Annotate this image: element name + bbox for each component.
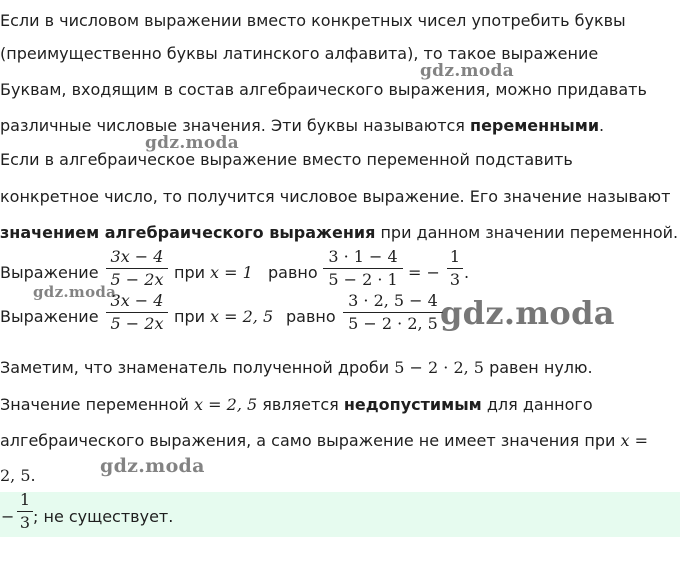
text-fragment: различные числовые значения. Эти буквы называются (0, 116, 471, 135)
answer-minus: − (1, 507, 15, 526)
fraction-bar (17, 511, 33, 512)
text-fragment: равен нулю. (483, 358, 593, 377)
inline-math: x = (620, 431, 648, 450)
text-line-3: Буквам, входящим в состав алгебраического выражения, можно придавать (0, 80, 647, 99)
fraction-denominator: 5 − 2 · 1 (328, 270, 398, 289)
text-line-6: конкретное число, то получится числовое выражение. Его значение называют (0, 187, 671, 206)
fraction-denominator: 3 (449, 270, 461, 289)
text-fragment: Заметим, что знаменатель полученной дроби (0, 358, 395, 377)
example-1-equals-word: равно (268, 263, 318, 282)
term-expression-value: значением алгебраического выражения (0, 223, 376, 242)
example-1-period: . (464, 263, 470, 282)
example-2-equals-word: равно (286, 307, 336, 326)
watermark: gdz.moda (440, 294, 615, 332)
fraction-example-1 (323, 247, 403, 290)
fraction-numerator: 3x − 4 (110, 291, 164, 310)
text-line-10 (0, 358, 593, 378)
watermark: gdz.moda (145, 133, 239, 153)
fraction-example-2 (343, 291, 443, 334)
text-line-12 (0, 431, 648, 451)
text-fragment: при данном значении переменной. (375, 223, 679, 242)
example-1-condition: x = 1 (210, 263, 253, 282)
text-line-4 (0, 116, 604, 136)
watermark: gdz.moda (420, 61, 514, 81)
fraction-bar (323, 268, 403, 269)
text-line-7 (0, 223, 678, 243)
text-fragment: алгебраического выражения, а само выражение не имеет значения при (0, 431, 621, 450)
fraction-bar (447, 268, 463, 269)
term-variables: переменными (470, 116, 600, 135)
term-inadmissible: недопустимым (343, 395, 482, 414)
fraction-denominator: 5 − 2 · 2, 5 (348, 314, 438, 333)
fraction-example-1-result (447, 247, 463, 290)
example-2-at: при (174, 307, 206, 326)
fraction-numerator: 3 · 1 − 4 (328, 247, 398, 266)
fraction-numerator: 1 (19, 490, 31, 509)
example-1-word: Выражение (0, 263, 99, 282)
fraction-numerator: 3x − 4 (110, 247, 164, 266)
inline-math: 5 − 2 · 2, 5 (394, 358, 484, 377)
fraction-denominator: 3 (19, 513, 31, 532)
text-fragment: . (599, 116, 605, 135)
example-2-condition: x = 2, 5 (210, 307, 274, 326)
fraction-denominator: 5 − 2x (110, 270, 164, 289)
answer-text: ; не существует. (33, 507, 174, 526)
fraction-numerator: 1 (449, 247, 461, 266)
example-1-result-sign: = − (408, 263, 440, 282)
text-line-2: (преимущественно буквы латинского алфавита), то такое выражение (0, 44, 599, 63)
text-fragment: Значение переменной (0, 395, 195, 414)
watermark: gdz.moda (100, 455, 205, 477)
fraction-bar (343, 312, 443, 313)
fraction-bar (106, 312, 168, 313)
fraction-answer (17, 490, 33, 533)
fraction-expression (106, 291, 168, 334)
text-line-13: 2, 5. (0, 466, 36, 485)
text-line-1: Если в числовом выражении вместо конкретных чисел употребить буквы (0, 11, 626, 30)
text-fragment: для данного (481, 395, 593, 414)
fraction-bar (106, 268, 168, 269)
text-fragment: является (257, 395, 344, 414)
inline-math: x = 2, 5 (194, 395, 258, 414)
example-2-word: Выражение (0, 307, 99, 326)
fraction-numerator: 3 · 2, 5 − 4 (348, 291, 438, 310)
text-line-5: Если в алгебраическое выражение вместо переменной подставить (0, 150, 573, 169)
text-line-11 (0, 395, 593, 415)
example-1-at: при (174, 263, 206, 282)
watermark: gdz.moda (33, 283, 117, 301)
fraction-denominator: 5 − 2x (110, 314, 164, 333)
